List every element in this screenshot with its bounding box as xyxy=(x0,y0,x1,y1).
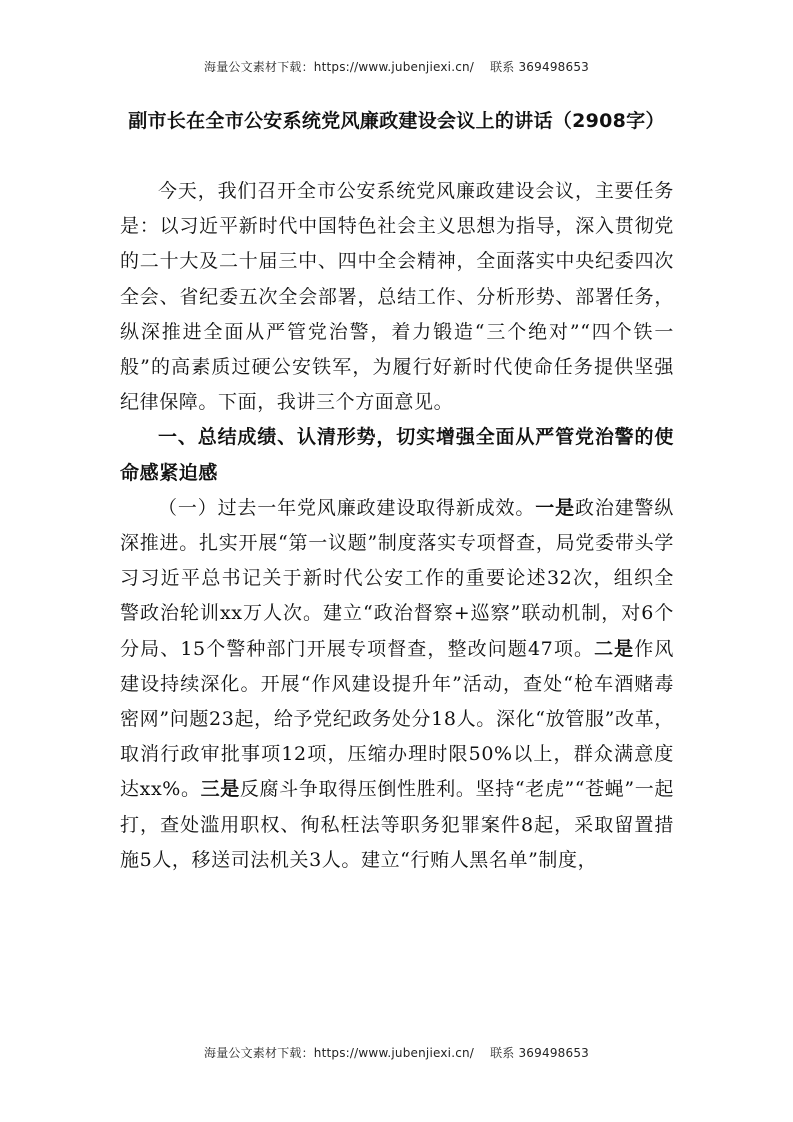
intro-paragraph: 今天，我们召开全市公安系统党风廉政建设会议，主要任务是：以习近平新时代中国特色社会主义思想为指导，深入贯彻党的二十大及二十届三中、四中全会精神，全面落实中央纪委四次全会、省纪委五次全会部署，总结工作、分析形势、部署任务，纵深推进全面从严管党治警，着力锻造“三个绝对”“四个铁一般”的高素质过硬公安铁军，为履行好新时代使命任务提供坚强纪律保障。下面，我讲三个方面意见。 xyxy=(120,180,674,414)
header-site-link[interactable]: 海量公文素材下载：https://www.jubenjiexi.cn/ xyxy=(204,60,475,74)
page-header xyxy=(0,58,793,75)
body-text: 政治建警纵深推进。扎实开展“第一议题”制度落实专项督查，局党委带头学习习近平总书记关于新时代公安工作的重要论述32次，组织全警政治轮训xx万人次。建立“政治督察+巡察”联动机制，对6个分局、15个警种部门开展专项督查，整改问题47项。 xyxy=(120,496,674,660)
body-paragraph xyxy=(120,491,674,878)
subsection-heading: （一）过去一年党风廉政建设取得新成效。 xyxy=(158,496,536,519)
document-body xyxy=(120,174,674,878)
footer-contact: 联系 369498653 xyxy=(490,1046,589,1060)
lead-phrase: 二是 xyxy=(594,637,635,660)
footer-site-link[interactable]: 海量公文素材下载：https://www.jubenjiexi.cn/ xyxy=(204,1046,475,1060)
lead-phrase: 三是 xyxy=(200,778,240,801)
section-heading: 一、总结成绩、认清形势，切实增强全面从严管党治警的使命感紧迫感 xyxy=(120,426,674,484)
header-contact: 联系 369498653 xyxy=(490,60,589,74)
document-title: 副市长在全市公安系统党风廉政建设会议上的讲话（2908字） xyxy=(128,110,665,132)
body-text: 作风建设持续深化。开展“作风建设提升年”活动，查处“枪车酒赌毒密网”问题23起，给予党纪政务处分18人。深化“放管服”改革，取消行政审批事项12项，压缩办理时限50%以上，群众满意度达xx%。 xyxy=(120,637,674,801)
lead-phrase: 一是 xyxy=(535,496,575,519)
body-text: 反腐斗争取得压倒性胜利。坚持“老虎”“苍蝇”一起打，查处滥用职权、徇私枉法等职务犯罪案件8起，采取留置措施5人，移送司法机关3人。建立“行贿人黑名单”制度， xyxy=(120,778,674,871)
page-footer xyxy=(0,1044,793,1061)
